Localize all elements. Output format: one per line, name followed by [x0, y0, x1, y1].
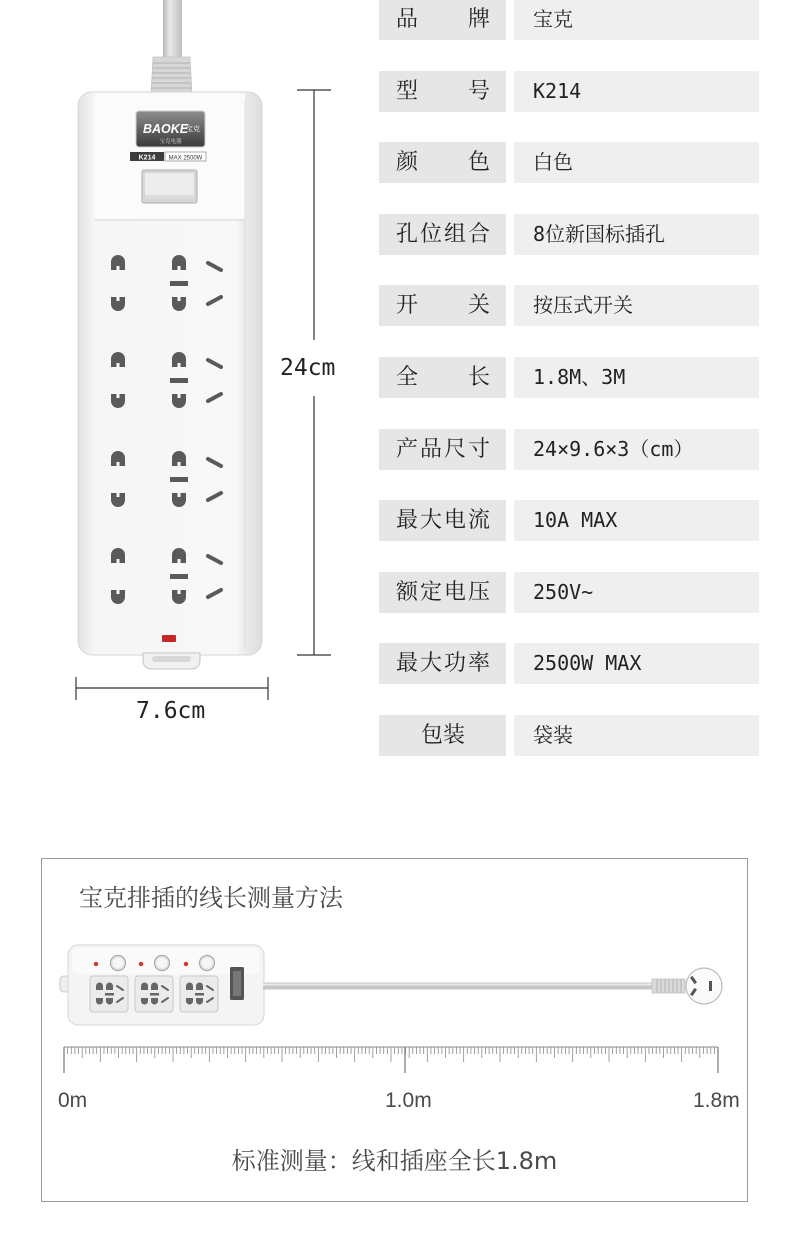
measurement-title: 宝克排插的线长测量方法: [79, 884, 343, 912]
brand-logo: [136, 111, 205, 147]
spec-row-max-power: [379, 643, 759, 684]
spec-label: 孔位组合: [379, 214, 506, 255]
spec-row-length: [379, 357, 759, 398]
spec-row-size: [379, 429, 759, 470]
ruler: [64, 1047, 718, 1073]
spec-label: 最大功率: [379, 643, 506, 684]
spec-label: 颜色: [379, 142, 506, 183]
power-cord-horizontal: [263, 985, 654, 987]
power-cord: [151, 0, 192, 95]
width-dimension-label: 7.6cm: [136, 698, 206, 724]
spec-row-brand: [379, 0, 759, 40]
brand-logo-text: BAOKE: [143, 122, 189, 136]
spec-label: 额定电压: [379, 572, 506, 613]
indicator-led: [162, 635, 176, 642]
spec-value: 宝克: [514, 0, 759, 40]
spec-label: 最大电流: [379, 500, 506, 541]
spec-value: 8位新国标插孔: [514, 214, 759, 255]
spec-row-rated-voltage: [379, 572, 759, 613]
spec-value: 1.8M、3M: [514, 357, 759, 398]
cord-measurement-panel: [41, 858, 748, 1202]
brand-logo-subtitle: 宝克电器: [159, 139, 182, 145]
horizontal-power-strip: [60, 945, 264, 1025]
spec-value: K214: [514, 71, 759, 112]
spec-row-switch: [379, 285, 759, 326]
spec-value: 24×9.6×3（cm）: [514, 429, 759, 470]
spec-label: 开关: [379, 285, 506, 326]
spec-row-model: [379, 71, 759, 112]
spec-label: 包装: [379, 715, 506, 756]
width-dimension-line: [76, 677, 268, 700]
rating-tag-text: MAX 2500W: [168, 155, 203, 162]
ruler-label-end: 1.8m: [693, 1089, 740, 1112]
spec-value: 10A MAX: [514, 500, 759, 541]
spec-label: 全长: [379, 357, 506, 398]
spec-value: 白色: [514, 142, 759, 183]
spec-row-socket-config: [379, 214, 759, 255]
ruler-label-middle: 1.0m: [385, 1089, 432, 1112]
spec-value: 袋装: [514, 715, 759, 756]
spec-row-packaging: [379, 715, 759, 756]
model-tag-text: K214: [138, 154, 156, 162]
spec-table: [379, 0, 759, 787]
spec-value: 按压式开关: [514, 285, 759, 326]
ruler-label-start: 0m: [58, 1089, 88, 1112]
power-plug: [652, 968, 722, 1004]
hanging-hook: [143, 653, 200, 669]
model-rating-tag: [130, 152, 206, 162]
spec-row-color: [379, 142, 759, 183]
spec-label: 型号: [379, 71, 506, 112]
power-switch: [142, 170, 197, 203]
height-dimension-label: 24cm: [280, 355, 336, 381]
brand-logo-cn-text: 宝克: [186, 125, 200, 133]
spec-value: 250V~: [514, 572, 759, 613]
spec-row-max-current: [379, 500, 759, 541]
spec-label: 产品尺寸: [379, 429, 506, 470]
spec-label: 品牌: [379, 0, 506, 40]
measurement-caption: 标准测量：线和插座全长1.8m: [231, 1147, 558, 1175]
spec-value: 2500W MAX: [514, 643, 759, 684]
